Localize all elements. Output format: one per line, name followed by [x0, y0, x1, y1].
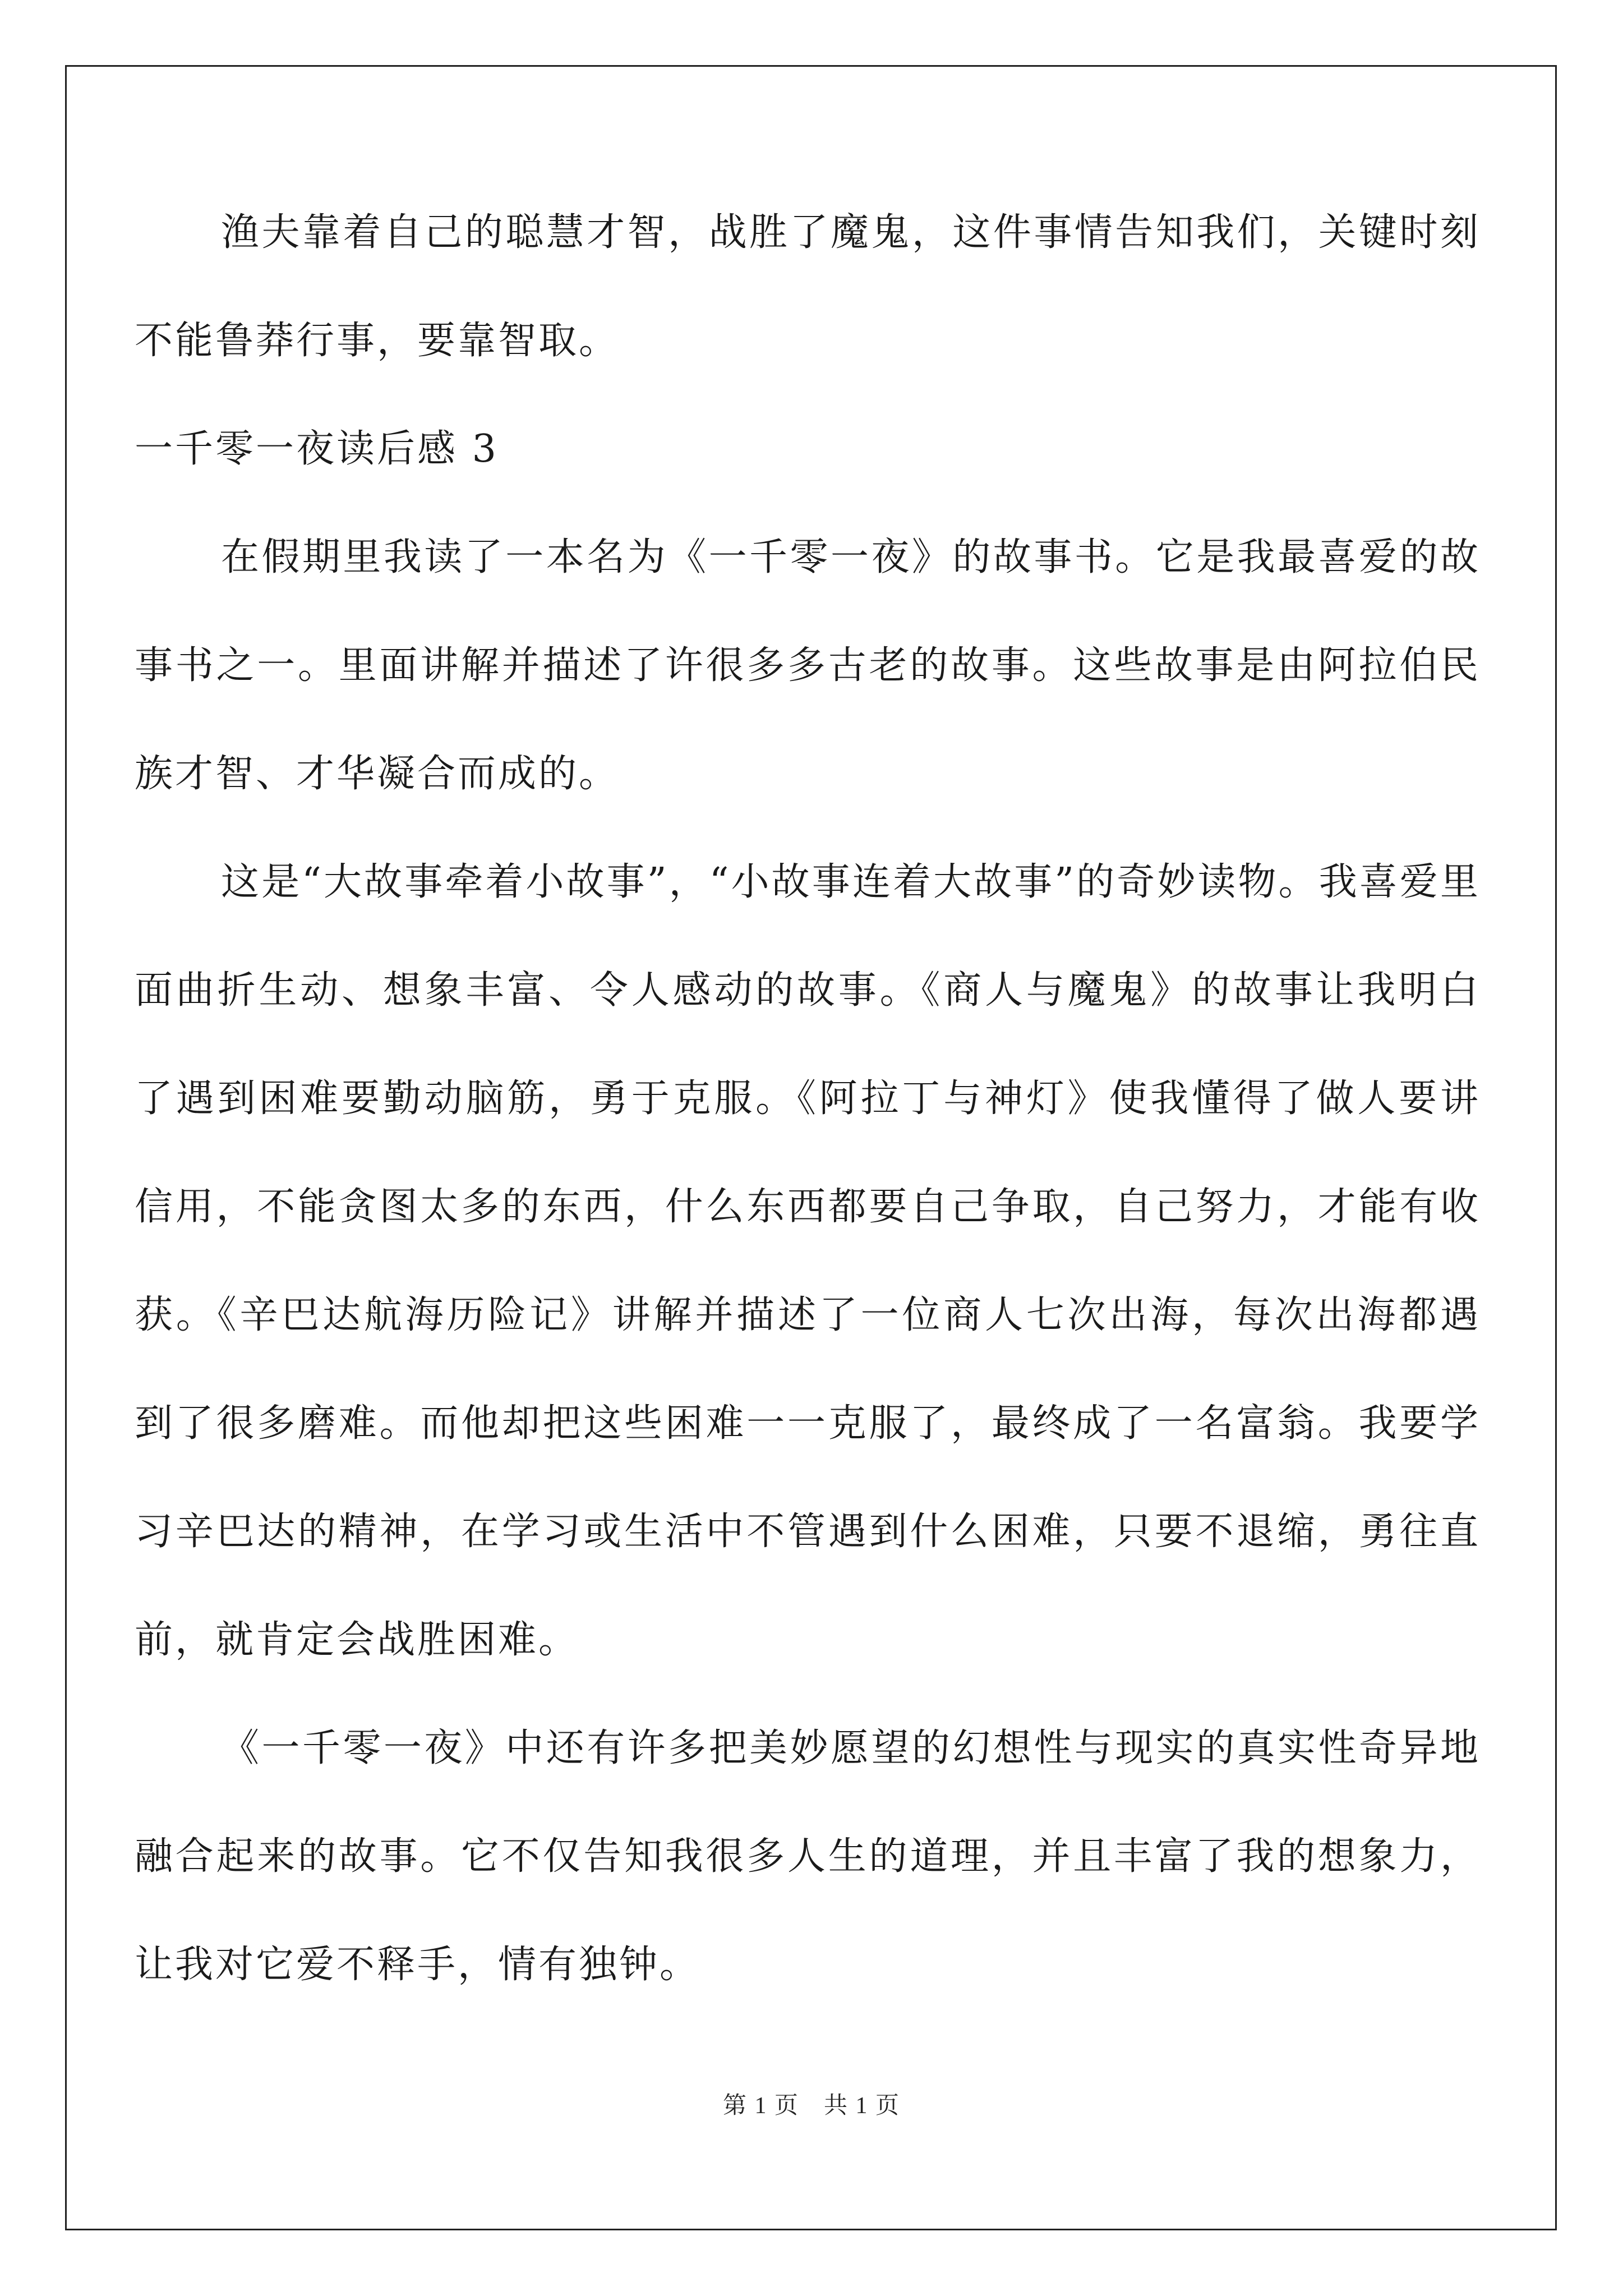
page-number-footer: 第 1 页 共 1 页 [722, 2093, 900, 2119]
paragraph: 这是“大故事牵着小故事”，“小故事连着大故事”的奇妙读物。我喜爱里面曲折生动、想象丰富、令人感动的故事。《商人与魔鬼》的故事让我明白了遇到困难要勤动脑筋，勇于克服。《阿拉丁与神灯》使我懂得了做人要讲信用，不能贪图太多的东西，什么东西都要自己争取，自己努力，才能有收获。《辛巴达航海历险记》讲解并描述了一位商人七次出海，每次出海都遇到了很多磨难。而他却把这些困难一一克服了，最终成了一名富翁。我要学习辛巴达的精神，在学习或生活中不管遇到什么困难，只要不退缩，勇往直前，就肯定会战胜困难。 [135, 860, 1481, 1662]
document-body [135, 178, 1481, 2019]
paragraph: 在假期里我读了一本名为《一千零一夜》的故事书。它是我最喜爱的故事书之一。里面讲解并描述了许很多多古老的故事。这些故事是由阿拉伯民族才智、才华凝合而成的。 [135, 535, 1481, 796]
paragraph: 渔夫靠着自己的聪慧才智，战胜了魔鬼，这件事情告知我们，关键时刻不能鲁莽行事，要靠智取。 [135, 210, 1481, 363]
paragraph: 《一千零一夜》中还有许多把美妙愿望的幻想性与现实的真实性奇异地融合起来的故事。它不仅告知我很多人生的道理，并且丰富了我的想象力，让我对它爱不释手，情有独钟。 [135, 1726, 1481, 1987]
section-heading: 一千零一夜读后感 3 [135, 427, 499, 471]
